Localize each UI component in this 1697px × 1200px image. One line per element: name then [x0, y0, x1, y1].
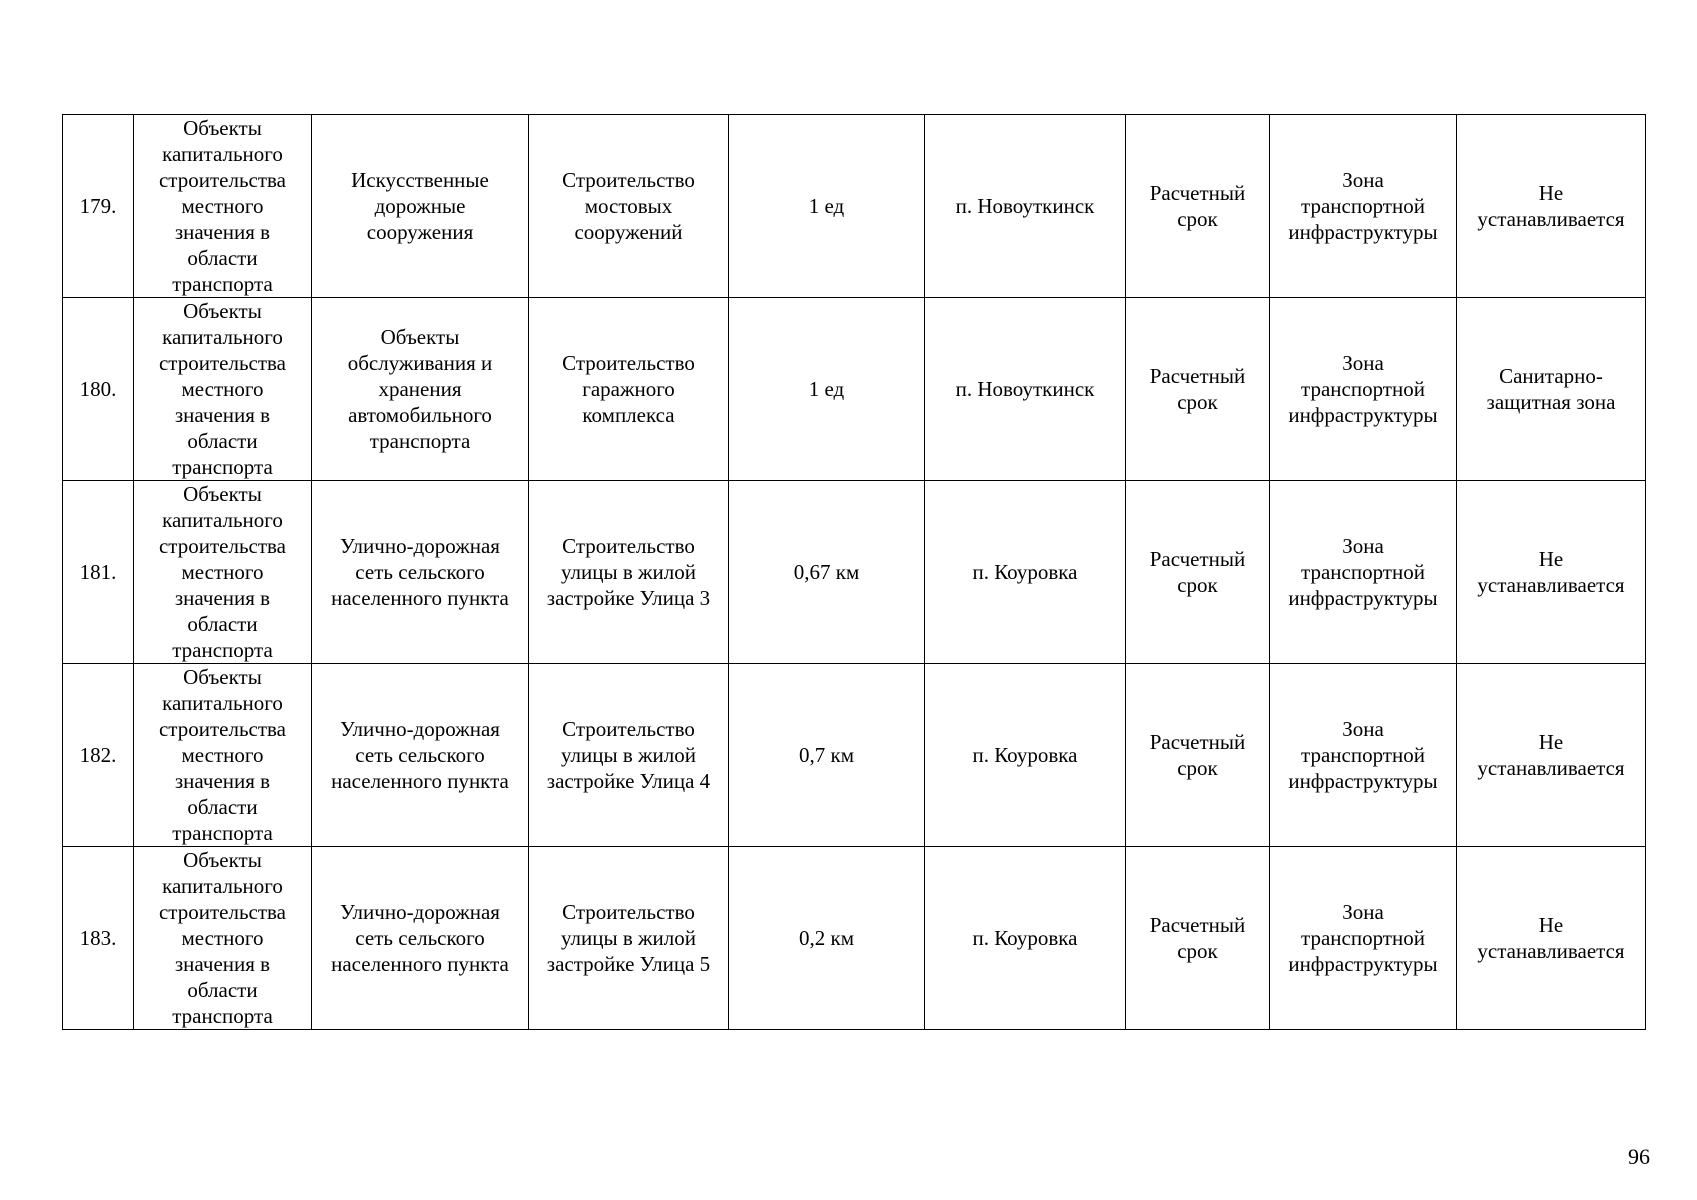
term-cell: Расчетный срок: [1126, 115, 1270, 298]
quantity-cell: 0,7 км: [729, 664, 925, 847]
zone-cell: Зона транспортной инфраструктуры: [1270, 664, 1457, 847]
objects-table: [62, 114, 1646, 1030]
location-cell: п. Коуровка: [925, 664, 1126, 847]
protection-zone-cell: Санитарно- защитная зона: [1457, 298, 1646, 481]
quantity-cell: 1 ед: [729, 115, 925, 298]
table-row: [63, 847, 1646, 1030]
category-cell: Объекты капитального строительства местного значения в области транспорта: [134, 847, 312, 1030]
object-type-cell: Объекты обслуживания и хранения автомобильного транспорта: [312, 298, 529, 481]
protection-zone-cell: Не устанавливается: [1457, 115, 1646, 298]
term-cell: Расчетный срок: [1126, 664, 1270, 847]
action-cell: Строительство гаражного комплекса: [529, 298, 729, 481]
row-number-cell: 180.: [63, 298, 134, 481]
term-cell: Расчетный срок: [1126, 481, 1270, 664]
table-row: [63, 115, 1646, 298]
category-cell: Объекты капитального строительства местного значения в области транспорта: [134, 115, 312, 298]
protection-zone-cell: Не устанавливается: [1457, 481, 1646, 664]
zone-cell: Зона транспортной инфраструктуры: [1270, 847, 1457, 1030]
category-cell: Объекты капитального строительства местного значения в области транспорта: [134, 664, 312, 847]
table-row: [63, 298, 1646, 481]
location-cell: п. Коуровка: [925, 847, 1126, 1030]
term-cell: Расчетный срок: [1126, 847, 1270, 1030]
zone-cell: Зона транспортной инфраструктуры: [1270, 481, 1457, 664]
location-cell: п. Новоуткинск: [925, 298, 1126, 481]
quantity-cell: 0,67 км: [729, 481, 925, 664]
zone-cell: Зона транспортной инфраструктуры: [1270, 115, 1457, 298]
row-number-cell: 182.: [63, 664, 134, 847]
row-number-cell: 179.: [63, 115, 134, 298]
object-type-cell: Улично-дорожная сеть сельского населенного пункта: [312, 664, 529, 847]
category-cell: Объекты капитального строительства местного значения в области транспорта: [134, 481, 312, 664]
term-cell: Расчетный срок: [1126, 298, 1270, 481]
quantity-cell: 0,2 км: [729, 847, 925, 1030]
category-cell: Объекты капитального строительства местного значения в области транспорта: [134, 298, 312, 481]
row-number-cell: 181.: [63, 481, 134, 664]
table-row: [63, 664, 1646, 847]
object-type-cell: Улично-дорожная сеть сельского населенного пункта: [312, 481, 529, 664]
zone-cell: Зона транспортной инфраструктуры: [1270, 298, 1457, 481]
action-cell: Строительство мостовых сооружений: [529, 115, 729, 298]
table-row: [63, 481, 1646, 664]
location-cell: п. Новоуткинск: [925, 115, 1126, 298]
row-number-cell: 183.: [63, 847, 134, 1030]
action-cell: Строительство улицы в жилой застройке Улица 3: [529, 481, 729, 664]
object-type-cell: Искусственные дорожные сооружения: [312, 115, 529, 298]
action-cell: Строительство улицы в жилой застройке Улица 5: [529, 847, 729, 1030]
location-cell: п. Коуровка: [925, 481, 1126, 664]
protection-zone-cell: Не устанавливается: [1457, 847, 1646, 1030]
protection-zone-cell: Не устанавливается: [1457, 664, 1646, 847]
page-number: 96: [1628, 1144, 1650, 1169]
object-type-cell: Улично-дорожная сеть сельского населенного пункта: [312, 847, 529, 1030]
action-cell: Строительство улицы в жилой застройке Улица 4: [529, 664, 729, 847]
quantity-cell: 1 ед: [729, 298, 925, 481]
